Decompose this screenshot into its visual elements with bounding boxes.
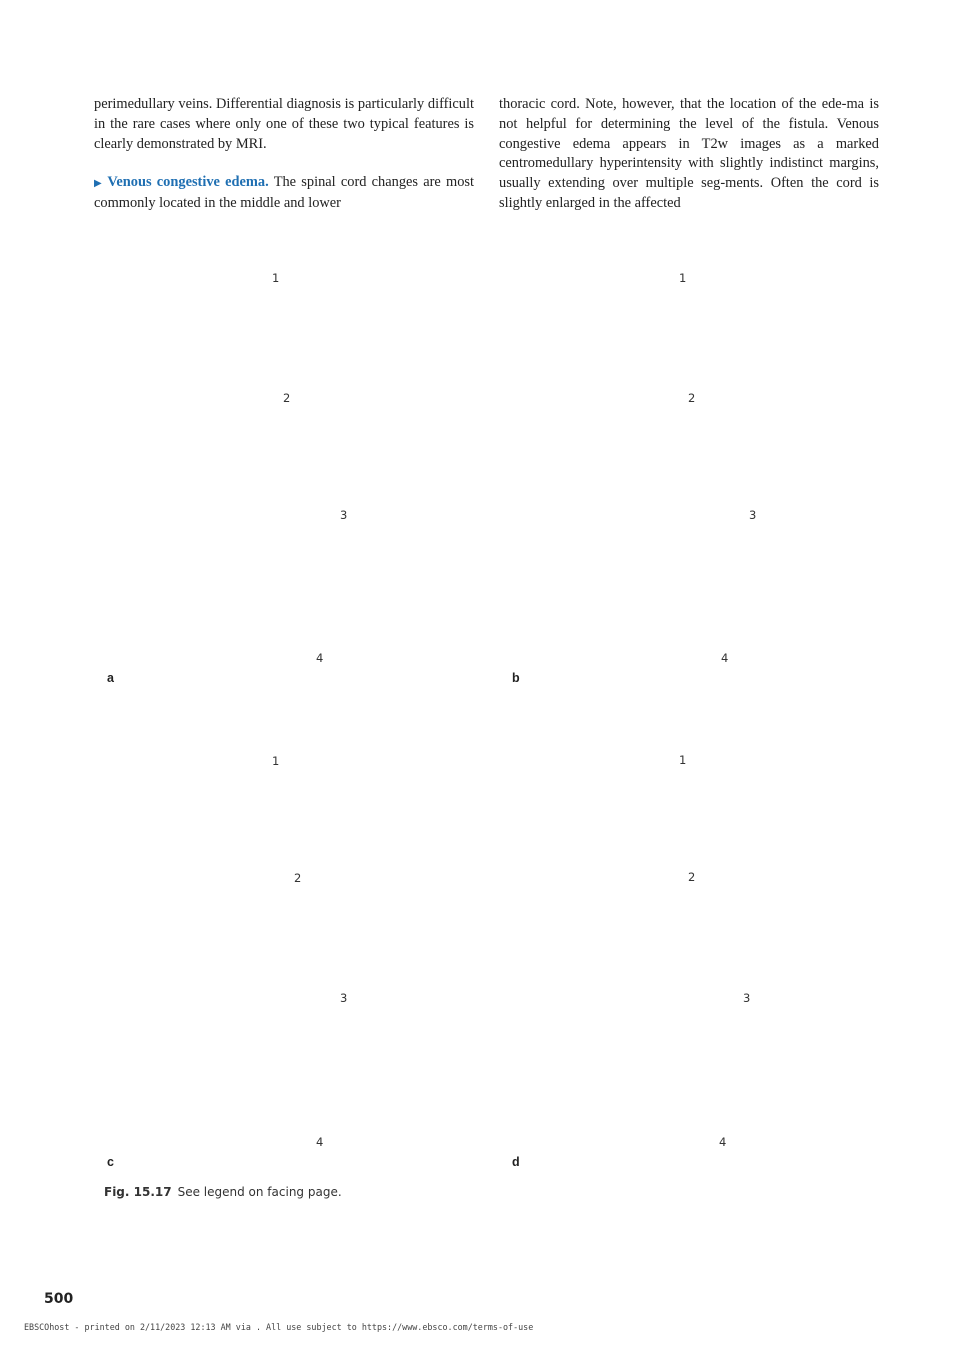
left-paragraph-2-text: The spinal cord changes are most commonly located in the middle and lower	[94, 174, 474, 212]
triangle-marker-icon: ▶	[94, 178, 104, 190]
figure-15-17	[94, 245, 894, 1185]
print-footer: EBSCOhost - printed on 2/11/2023 12:13 AM via . All use subject to https://www.ebsco.com/terms-of-use	[24, 1322, 534, 1332]
panel-a-label-1: 1	[272, 271, 280, 285]
run-in-heading: Venous congestive edema.	[107, 174, 269, 191]
left-paragraph-2	[94, 173, 474, 214]
panel-c-label-4: 4	[316, 1135, 324, 1149]
panel-b-label-3: 3	[749, 508, 757, 522]
panel-d-label-3: 3	[743, 991, 751, 1005]
panel-b-label-2: 2	[688, 391, 696, 405]
panel-d-label-1: 1	[679, 753, 687, 767]
panel-a-label-2: 2	[283, 391, 291, 405]
panel-a-label-4: 4	[316, 651, 324, 665]
panel-letter-a: a	[107, 671, 114, 685]
right-text-column	[499, 95, 879, 214]
left-text-column	[94, 95, 474, 214]
panel-d-label-4: 4	[719, 1135, 727, 1149]
figure-caption	[104, 1185, 342, 1199]
panel-letter-b: b	[512, 671, 520, 685]
page-number: 500	[44, 1291, 74, 1307]
panel-c-label-1: 1	[272, 754, 280, 768]
panel-a-label-3: 3	[340, 508, 348, 522]
figure-caption-label: Fig. 15.17	[104, 1185, 172, 1199]
panel-c-label-3: 3	[340, 991, 348, 1005]
panel-letter-c: c	[107, 1155, 114, 1169]
panel-b-label-4: 4	[721, 651, 729, 665]
left-paragraph-1: perimedullary veins. Differential diagnosis is particularly difficult in the rare cases where only one of these two typical features is clearly demonstrated by MRI.	[94, 96, 474, 152]
panel-c-label-2: 2	[294, 871, 302, 885]
panel-letter-d: d	[512, 1155, 520, 1169]
panel-d-label-2: 2	[688, 870, 696, 884]
right-paragraph-1: thoracic cord. Note, however, that the location of the ede-ma is not helpful for determining the level of the fistula. Venous congestive edema appears in T2w images as a marked centromedullary hyperintensity with slightly indistinct margins, usually extending over multiple seg-ments. Often the cord is slightly enlarged in the affected	[499, 96, 879, 211]
panel-b-label-1: 1	[679, 271, 687, 285]
figure-caption-text: See legend on facing page.	[177, 1185, 342, 1199]
